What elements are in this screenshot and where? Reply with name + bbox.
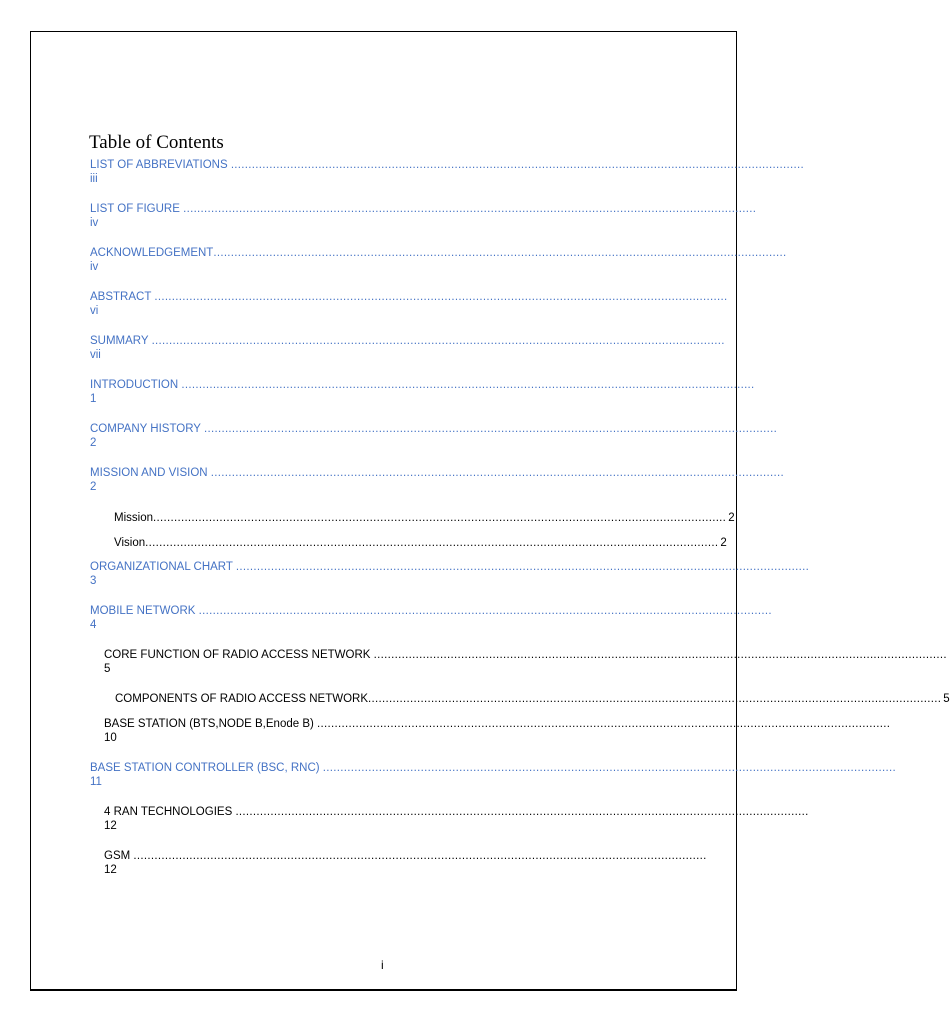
toc-entry-label: GSM — [104, 850, 134, 862]
toc-entry-page: 2 — [728, 512, 735, 524]
toc-entry-page: iv — [90, 261, 99, 273]
toc-entry-label: Vision — [114, 537, 146, 549]
toc-entry-list-of-figure[interactable]: LIST OF FIGURE .................................................................................................................................................................... iv — [90, 203, 757, 229]
toc-entry-mission-and-vision[interactable]: MISSION AND VISION .................................................................................................................................................................... 2 — [90, 467, 784, 493]
toc-entry-page: iii — [90, 173, 98, 185]
toc-entry-page: 12 — [104, 864, 117, 876]
toc-entry-abstract[interactable]: ABSTRACT .................................................................................................................................................................... vi — [90, 291, 728, 317]
toc-entry-introduction[interactable]: INTRODUCTION .................................................................................................................................................................... 1 — [90, 379, 755, 405]
toc-entry-page: iv — [90, 217, 99, 229]
toc-entry-label: MOBILE NETWORK — [90, 605, 199, 617]
toc-entry-page: vii — [90, 349, 101, 361]
toc-entry-page: 12 — [104, 820, 117, 832]
toc-entry-label: COMPONENTS OF RADIO ACCESS NETWORK — [115, 693, 369, 705]
toc-entry-label: COMPANY HISTORY — [90, 423, 204, 435]
toc-entry-base-station[interactable]: BASE STATION (BTS,NODE B,Enode B) .................................................................................................................................................................... 10 — [104, 718, 891, 744]
toc-entry-page: 3 — [90, 575, 97, 587]
toc-entry-label: ORGANIZATIONAL CHART — [90, 561, 236, 573]
toc-entry-label: MISSION AND VISION — [90, 467, 211, 479]
toc-entry-acknowledgement[interactable]: ACKNOWLEDGEMENT.................................................................................................................................................................... iv — [90, 247, 787, 273]
toc-entry-label: Mission — [114, 512, 153, 524]
toc-entry-label: 4 RAN TECHNOLOGIES — [104, 806, 236, 818]
toc-entry-page: 5 — [943, 693, 950, 705]
toc-entry-organizational-chart[interactable]: ORGANIZATIONAL CHART .................................................................................................................................................................... 3 — [90, 561, 810, 587]
toc-entry-vision[interactable]: Vision .................................................................................................................................................................... 2 — [114, 537, 727, 549]
toc-entry-page: 4 — [90, 619, 97, 631]
toc-entry-page: 2 — [90, 481, 97, 493]
footer-page-number: i — [381, 958, 384, 972]
toc-entry-gsm[interactable]: GSM .................................................................................................................................................................... 12 — [104, 850, 707, 876]
toc-entry-label: SUMMARY — [90, 335, 152, 347]
toc-entry-company-history[interactable]: COMPANY HISTORY .................................................................................................................................................................... 2 — [90, 423, 778, 449]
toc-entry-label: LIST OF FIGURE — [90, 203, 184, 215]
toc-entry-page: 2 — [720, 537, 727, 549]
toc-entry-label: ABSTRACT — [90, 291, 155, 303]
toc-entry-label: CORE FUNCTION OF RADIO ACCESS NETWORK — [104, 649, 374, 661]
toc-entry-abbreviations[interactable]: LIST OF ABBREVIATIONS .................................................................................................................................................................... iii — [90, 159, 805, 185]
toc-entry-label: BASE STATION CONTROLLER (BSC, RNC) — [90, 762, 323, 774]
toc-entry-page: 11 — [90, 776, 102, 788]
toc-entry-label: LIST OF ABBREVIATIONS — [90, 159, 231, 171]
toc-entry-mission[interactable]: Mission .................................................................................................................................................................... 2 — [114, 512, 735, 524]
toc-entry-label: BASE STATION (BTS,NODE B,Enode B) — [104, 718, 318, 730]
toc-entry-base-station-controller[interactable]: BASE STATION CONTROLLER (BSC, RNC) .................................................................................................................................................................... 11 — [90, 762, 896, 788]
toc-entry-ran-technologies[interactable]: 4 RAN TECHNOLOGIES .................................................................................................................................................................... 12 — [104, 806, 809, 832]
toc-entry-label: INTRODUCTION — [90, 379, 182, 391]
toc-entry-label: ACKNOWLEDGEMENT — [90, 247, 214, 259]
toc-entry-page: vi — [90, 305, 99, 317]
toc-entry-summary[interactable]: SUMMARY .................................................................................................................................................................... vii — [90, 335, 725, 361]
toc-entry-page: 2 — [90, 437, 97, 449]
toc-entry-page: 1 — [90, 393, 97, 405]
document-page — [30, 31, 950, 991]
toc-entry-mobile-network[interactable]: MOBILE NETWORK .................................................................................................................................................................... 4 — [90, 605, 772, 631]
toc-entry-page: 10 — [104, 732, 117, 744]
toc-entry-components-ran[interactable]: COMPONENTS OF RADIO ACCESS NETWORK .................................................................................................................................................................... 5 — [115, 693, 950, 705]
toc-entry-page: 5 — [104, 663, 111, 675]
toc-title: Table of Contents — [89, 132, 224, 153]
toc-entry-core-function-ran[interactable]: CORE FUNCTION OF RADIO ACCESS NETWORK .................................................................................................................................................................... 5 — [104, 649, 947, 675]
